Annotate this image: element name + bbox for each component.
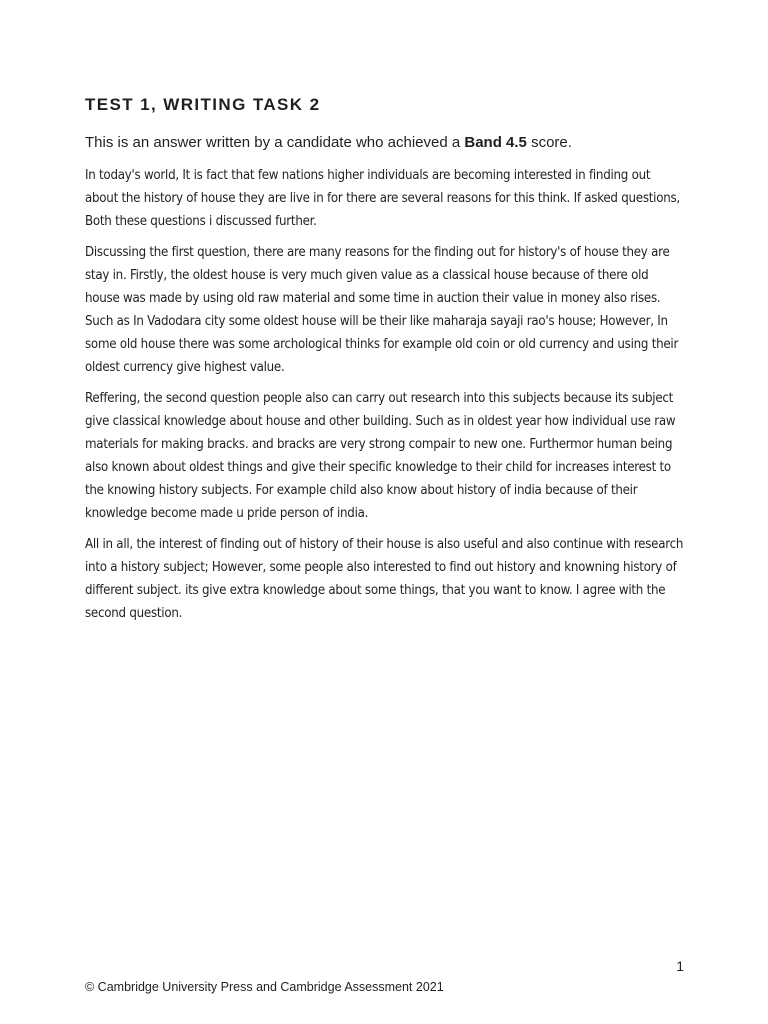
intro-text-before: This is an answer written by a candidate who achieved a xyxy=(85,134,465,151)
essay-paragraph-3: Reffering, the second question people also can carry out research into this subjects because its subject give classical knowledge about house and other building. Such as in oldest year how individual use raw materials for making bracks. and bracks are very strong compair to new one. Furthermor human being also known about oldest things and give their specific knowledge to their child for increases interest to the knowing history subjects. For example child also know about history of india because of their knowledge become made u pride person of india. xyxy=(85,391,676,521)
intro-text-after: score. xyxy=(526,134,572,151)
page-heading: TEST 1, WRITING TASK 2 xyxy=(85,95,321,114)
intro-text xyxy=(85,134,705,151)
essay-answer xyxy=(85,164,685,633)
copyright-footer: © Cambridge University Press and Cambridge Assessment 2021 xyxy=(85,980,444,994)
page-number: 1 xyxy=(676,958,684,974)
band-score: Band 4.5 xyxy=(464,134,527,151)
essay-paragraph-2: Discussing the first question, there are many reasons for the finding out for history's of house they are stay in. Firstly, the oldest house is very much given value as a classical house because of there old house was made by using old raw material and some time in auction their value in money also rises. Such as In Vadodara city some oldest house will be their like maharaja sayaji rao's house; However, In some old house there was some archological thinks for example old coin or old currency and using their oldest currency give highest value. xyxy=(85,245,679,375)
essay-paragraph-4: All in all, the interest of finding out of history of their house is also useful and also continue with research into a history subject; However, some people also interested to find out history and knowning history of different subject. its give extra knowledge about some things, that you want to know. I agree with the second question. xyxy=(85,537,684,621)
essay-paragraph-1: In today's world, It is fact that few nations higher individuals are becoming interested in finding out about the history of house they are live in for there are several reasons for this think. If asked questions, Both these questions i discussed further. xyxy=(85,168,680,229)
